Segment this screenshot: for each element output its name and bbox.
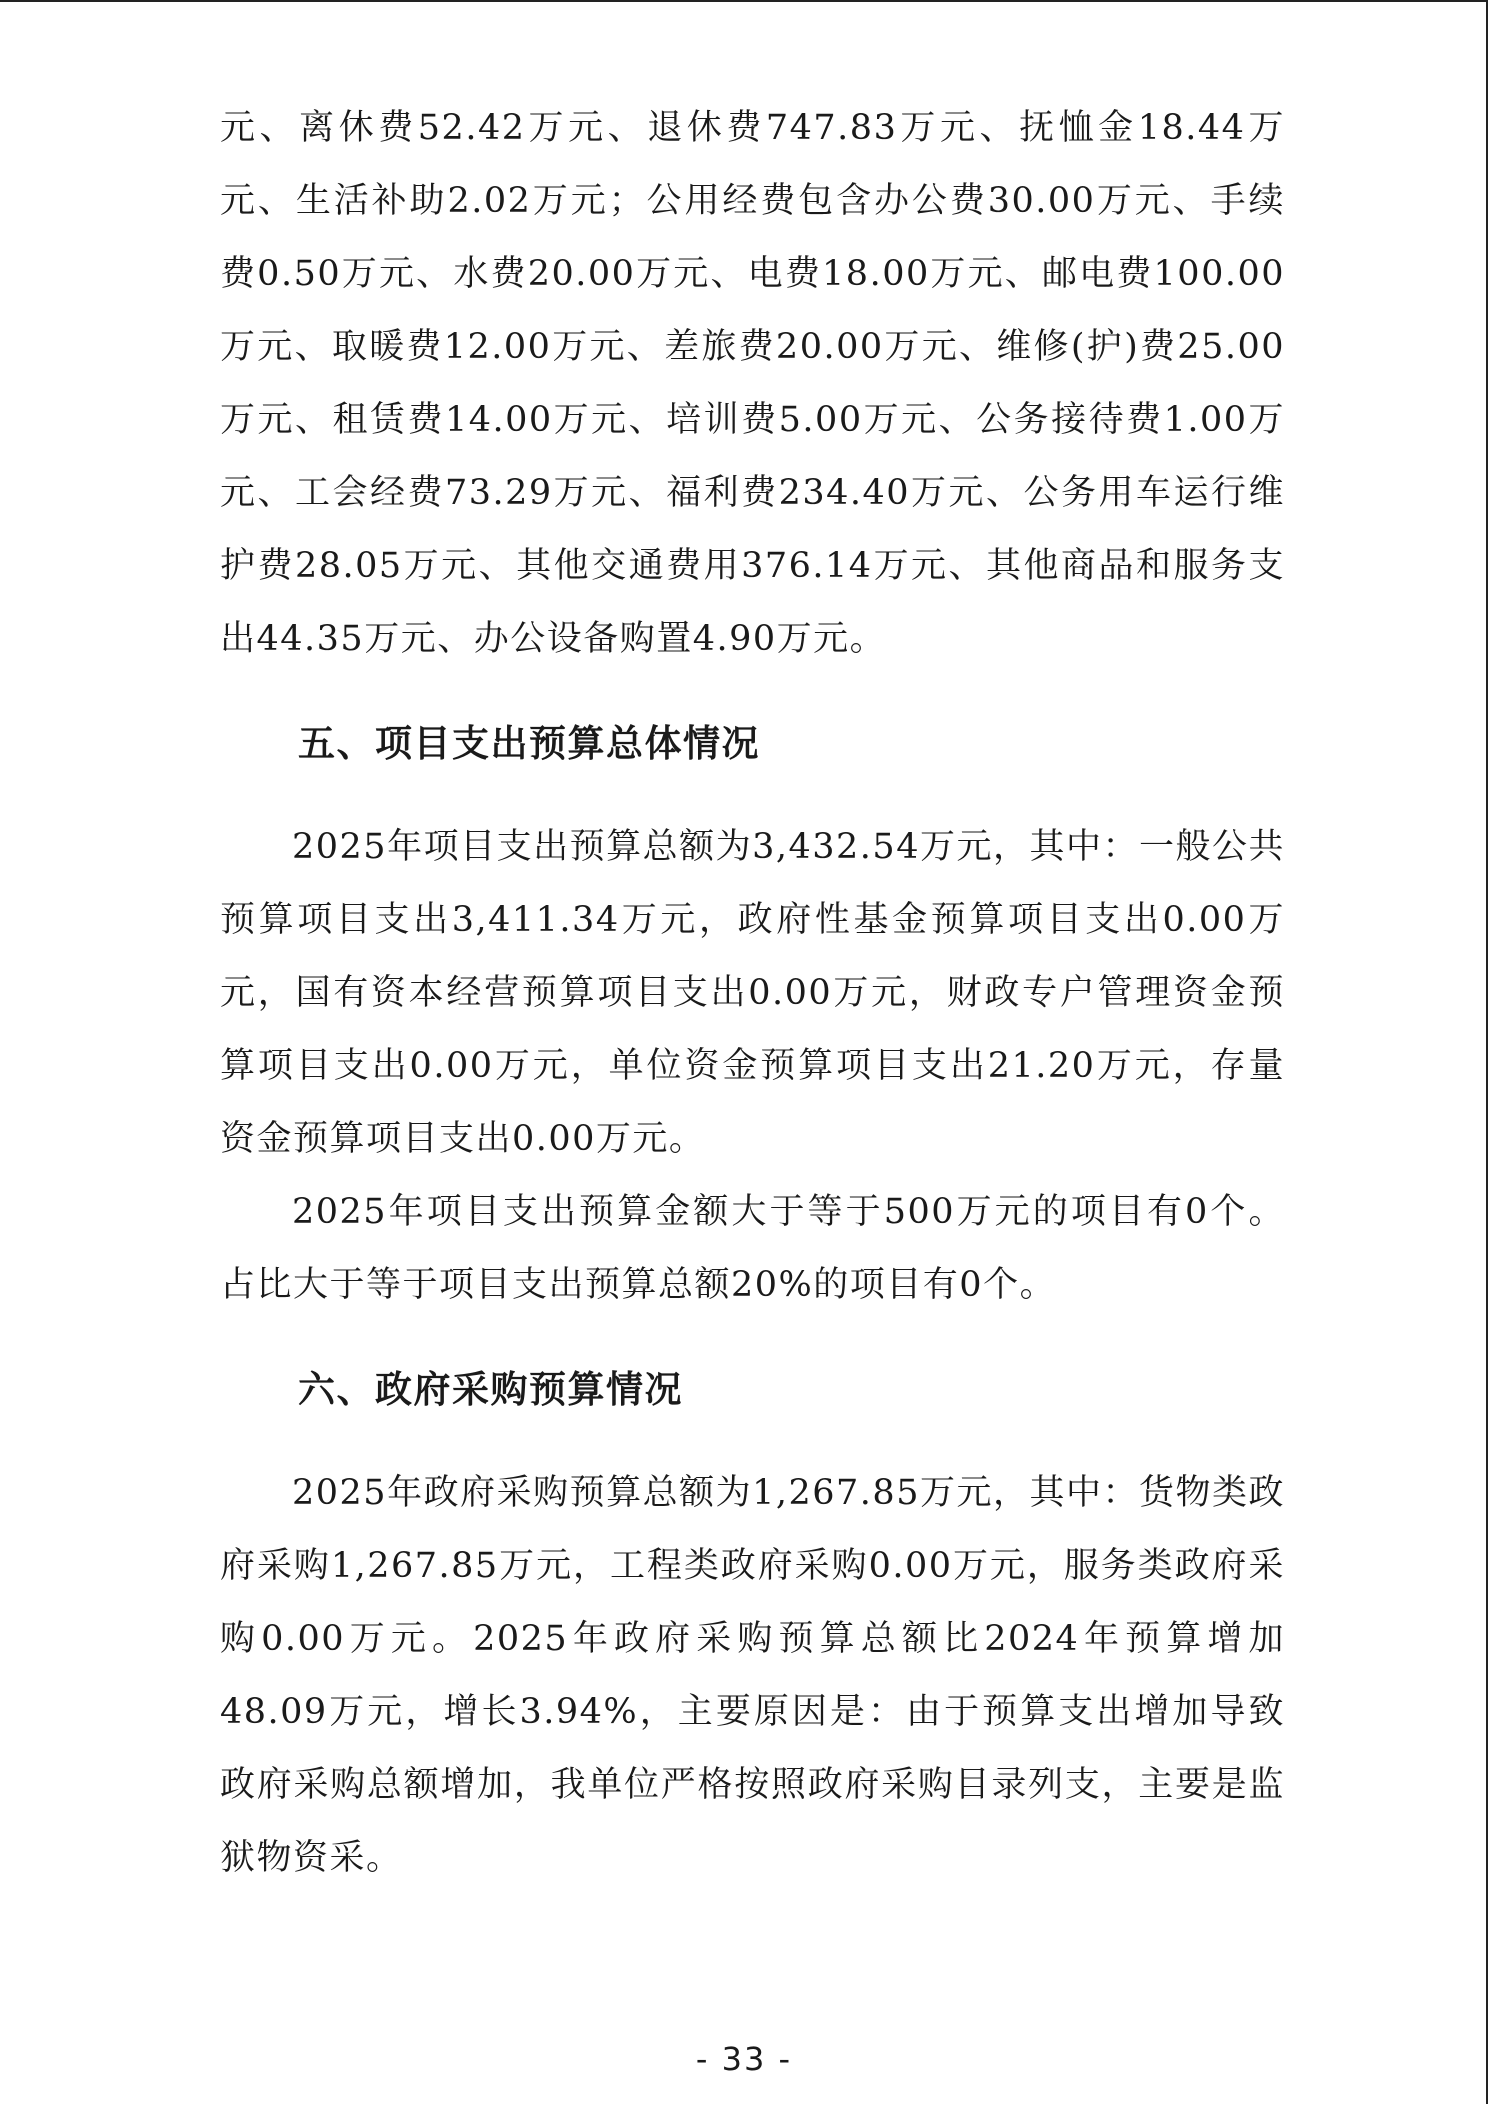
section-5-paragraph-1: 2025年项目支出预算总额为3,432.54万元，其中：一般公共预算项目支出3,411.34万元，政府性基金预算项目支出0.00万元，国有资本经营预算项目支出0.00万元，财政专户管理资金预算项目支出0.00万元，单位资金预算项目支出21.20万元，存量资金预算项目支出0.00万元。 — [220, 827, 1285, 1159]
section-6-heading: 六、政府采购预算情况 — [298, 1368, 683, 1411]
section-5-paragraph-2: 2025年项目支出预算金额大于等于500万元的项目有0个。占比大于等于项目支出预算总额20%的项目有0个。 — [220, 1192, 1285, 1305]
page-number: - 33 - — [695, 2040, 793, 2078]
section-5-heading: 五、项目支出预算总体情况 — [298, 722, 760, 765]
document-body — [220, 92, 1285, 1895]
continuation-paragraph: 元、离休费52.42万元、退休费747.83万元、抚恤金18.44万元、生活补助2.02万元；公用经费包含办公费30.00万元、手续费0.50万元、水费20.00万元、电费18.00万元、邮电费100.00万元、取暖费12.00万元、差旅费20.00万元、维修(护)费25.00万元、租赁费14.00万元、培训费5.00万元、公务接待费1.00万元、工会经费73.29万元、福利费234.40万元、公务用车运行维护费28.05万元、其他交通费用376.14万元、其他商品和服务支出44.35万元、办公设备购置4.90万元。 — [220, 108, 1285, 659]
section-6-paragraph-1: 2025年政府采购预算总额为1,267.85万元，其中：货物类政府采购1,267.85万元，工程类政府采购0.00万元，服务类政府采购0.00万元。2025年政府采购预算总额比2024年预算增加48.09万元，增长3.94%，主要原因是：由于预算支出增加导致政府采购总额增加，我单位严格按照政府采购目录列支，主要是监狱物资采。 — [220, 1473, 1285, 1878]
